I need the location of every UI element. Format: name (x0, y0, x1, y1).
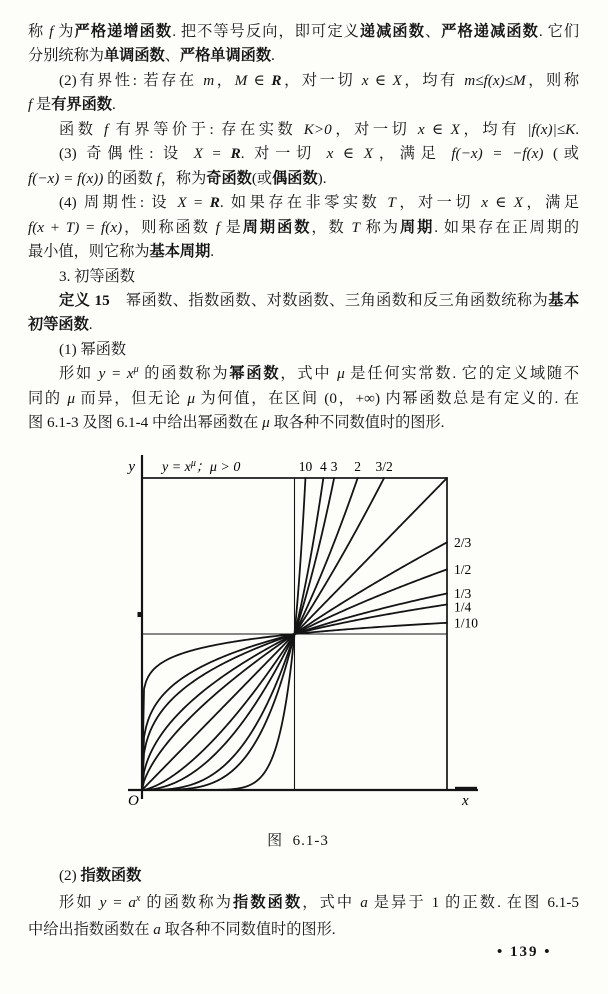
text-segment: X (513, 194, 524, 212)
text-segment: f (28, 96, 33, 114)
text-segment: 是 (219, 218, 243, 236)
text-segment: ∈ (424, 120, 451, 138)
power-curves-plot (88, 450, 508, 820)
paragraph-top-line-1 (28, 20, 579, 44)
text-segment: = (186, 194, 210, 212)
text-segment: 严格递增函数 (74, 23, 173, 40)
text-segment: μ (337, 365, 345, 383)
curve-label-right: 1/2 (454, 561, 472, 577)
text-segment: μ (133, 364, 139, 376)
text-segment: ，对一切 (281, 71, 362, 89)
text-segment: ，则称函数 (122, 218, 216, 236)
paragraph-bottom-line-2 (28, 889, 579, 916)
text-segment: m≤f(x)≤M (464, 71, 526, 89)
text-segment: . (210, 243, 215, 261)
paragraph-top-line-5 (28, 118, 579, 142)
text-segment: 取各种不同数值时的图形. (160, 921, 336, 938)
text-segment: ). (317, 169, 327, 187)
text-segment: 幂函数 (229, 365, 281, 383)
text-segment: K>0 (303, 120, 332, 138)
text-segment: ，式中 (302, 894, 361, 911)
body-text-top (28, 20, 579, 436)
text-segment: 函数 (59, 120, 104, 138)
text-segment: . (111, 96, 116, 114)
text-segment: μ (67, 389, 75, 407)
paragraph-bottom-line-1 (28, 862, 579, 889)
curve-label-top: 10 (298, 459, 313, 474)
text-segment: x (136, 892, 141, 904)
page-number: • 139 • (497, 944, 552, 960)
text-segment: 有界函数 (51, 96, 112, 114)
text-segment: 形如 (59, 365, 99, 383)
curve-label-top: 4 (319, 459, 327, 474)
text-segment: ∈ (368, 71, 393, 89)
paragraph-bottom-line-3 (28, 916, 579, 943)
text-segment: 初等函数 (28, 316, 89, 334)
text-segment: 指数函数 (80, 867, 142, 884)
text-segment: 而异，但无论 (74, 389, 188, 407)
text-segment: . (88, 316, 93, 334)
text-segment: R (209, 194, 220, 212)
text-segment: ，均有 (401, 71, 465, 89)
text-segment: X (193, 145, 203, 163)
text-segment: μ (187, 389, 195, 407)
text-segment: f(x + T) = f(x) (28, 218, 123, 236)
text-segment: 的函数称为 (140, 894, 234, 911)
curve-label-top: 3/2 (375, 459, 393, 474)
text-segment: a (153, 921, 161, 938)
text-segment: 的函数 (103, 169, 157, 187)
paragraph-top-line-7 (28, 167, 579, 191)
text-segment: ∈ (333, 145, 364, 163)
text-segment: X (177, 194, 187, 212)
text-segment: f (156, 169, 161, 187)
text-segment: 形如 (59, 894, 100, 911)
curve-label-right: 2/3 (454, 534, 472, 550)
paragraph-top-line-13 (28, 313, 579, 337)
text-segment: ，满足 (373, 145, 452, 163)
text-segment: 为 (53, 23, 75, 40)
text-segment: . 它们 (538, 23, 580, 40)
text-segment: X (363, 145, 374, 163)
paragraph-top-line-15 (28, 362, 579, 386)
text-segment: 偶函数 (272, 169, 318, 187)
text-segment: 单调函数 (103, 47, 165, 65)
paragraph-top-line-12 (28, 289, 579, 313)
text-segment: f (103, 120, 109, 138)
text-segment: 递减函数 (359, 23, 425, 40)
paragraph-top-line-2 (28, 44, 579, 68)
text-segment: ，称为 (160, 169, 207, 187)
text-segment: M (234, 71, 248, 89)
x-axis-label: x (462, 793, 469, 809)
text-segment: . 如果存在正周期的 (434, 218, 580, 236)
text-segment: = (202, 145, 231, 163)
text-segment: ，对一切 (395, 194, 482, 212)
text-segment: 为何值，在区间 (0，+∞) 内幂函数总是有定义的. 在 (194, 389, 580, 407)
text-segment: 严格单调函数 (179, 47, 271, 65)
paragraph-top-line-16 (28, 387, 579, 411)
figure-caption: 图 6.1-3 (267, 833, 329, 849)
text-segment: 是 (32, 96, 52, 114)
text-segment: X (450, 120, 460, 138)
paragraph-top-line-3 (28, 69, 579, 93)
text-segment: (2)有界性: 若存在 (59, 71, 204, 89)
paragraph-top-line-14 (28, 338, 579, 362)
text-segment: ∈ (247, 71, 272, 89)
x-axis-arrow (455, 787, 477, 791)
text-segment: 、 (424, 23, 442, 40)
text-segment: ，式中 (280, 365, 338, 383)
text-segment: (3) 奇偶性: 设 (59, 145, 194, 163)
text-segment: f (215, 218, 220, 236)
text-segment: T (387, 194, 396, 212)
text-segment: 是异于 1 的正数. 在图 6.1-5 (367, 894, 580, 911)
text-segment: . 把不等号反向，即可定义 (172, 23, 360, 40)
text-segment: . (575, 120, 580, 138)
text-segment: ，对一切 (331, 120, 418, 138)
text-segment: x (417, 120, 425, 138)
paragraph-top-line-4 (28, 93, 579, 117)
text-segment: 取各种不同数值时的图形. (269, 414, 445, 432)
text-segment: m (203, 71, 215, 89)
text-segment: R (271, 71, 282, 89)
text-segment: x (481, 194, 488, 212)
plot-title: $y = x^\mu$；μ > 0 (162, 458, 241, 475)
text-segment: ，均有 (459, 120, 528, 138)
text-segment: y = x (98, 365, 134, 383)
text-segment: (2) (59, 867, 81, 884)
text-segment: f(−x) = −f(x) (451, 145, 544, 163)
text-segment: 同的 (28, 389, 68, 407)
text-segment: 有界等价于: 存在实数 (108, 120, 304, 138)
text-segment: ∈ (487, 194, 514, 212)
text-segment: 指数函数 (233, 894, 303, 911)
text-segment: ， (214, 71, 235, 89)
text-segment: . 对一切 (240, 145, 327, 163)
text-segment: a (360, 894, 368, 911)
text-segment: R (230, 145, 241, 163)
text-segment: . (271, 47, 275, 65)
curve-label-top: 3 (330, 459, 338, 474)
text-segment: x (326, 145, 334, 163)
text-segment: 、 (164, 47, 180, 65)
text-segment: ，满足 (523, 194, 580, 212)
text-segment: 周期 (399, 218, 435, 236)
text-segment: 图 6.1-3 及图 6.1-4 中给出幂函数在 (28, 414, 263, 432)
text-segment: 最小值，则它称为 (28, 243, 150, 261)
y-axis-label: y (128, 459, 135, 475)
text-segment: 基本 (548, 291, 580, 309)
text-segment: 周期函数 (242, 218, 312, 236)
text-segment: 中给出指数函数在 (28, 921, 154, 938)
origin-label: O (128, 793, 139, 809)
text-segment: 是任何实常数. 它的定义域随不 (344, 365, 580, 383)
text-segment: x (361, 71, 369, 89)
text-segment: |f(x)|≤K (527, 120, 576, 138)
text-segment: (或 (251, 169, 273, 187)
text-segment: 称 (28, 23, 50, 40)
curve-label-right: 1/3 (454, 585, 472, 601)
text-segment: 称为 (359, 218, 400, 236)
figure-6-1-3 (88, 450, 508, 850)
y-axis-tick (138, 612, 143, 617)
curve-label-top: 2 (354, 459, 362, 474)
paragraph-top-line-6 (28, 142, 579, 166)
text-segment: (1) 幂函数 (59, 340, 127, 358)
text-segment: 分别统称为 (28, 47, 104, 65)
text-segment: μ (262, 414, 270, 432)
text-segment: . 如果存在非零实数 (219, 194, 388, 212)
text-segment: ，数 (311, 218, 352, 236)
text-segment: ，则称 (525, 71, 580, 89)
curve-label-right: 1/4 (454, 599, 472, 615)
text-segment: 基本周期 (149, 243, 211, 261)
text-segment: 的函数称为 (138, 365, 230, 383)
text-segment: f(−x) = f(x)) (28, 169, 104, 187)
paragraph-top-line-10 (28, 240, 579, 264)
text-segment: y = a (99, 894, 137, 911)
text-segment: 严格递减函数 (441, 23, 539, 40)
text-segment: (4) 周期性: 设 (59, 194, 178, 212)
body-text-bottom (28, 862, 579, 943)
text-segment: 定义 15 (59, 291, 110, 309)
text-segment: 3. 初等函数 (59, 267, 135, 285)
curve-label-right: 1/10 (454, 615, 479, 631)
text-segment: 奇函数 (206, 169, 252, 187)
text-segment: 幂函数、指数函数、对数函数、三角函数和反三角函数统称为 (109, 291, 549, 309)
text-segment: (或 (543, 145, 579, 163)
text-segment: X (392, 71, 402, 89)
text-segment: f (49, 23, 54, 40)
paragraph-top-line-9 (28, 216, 579, 240)
text-segment: T (351, 218, 360, 236)
paragraph-top-line-11 (28, 265, 579, 289)
paragraph-top-line-17 (28, 411, 579, 435)
paragraph-top-line-8 (28, 191, 579, 215)
